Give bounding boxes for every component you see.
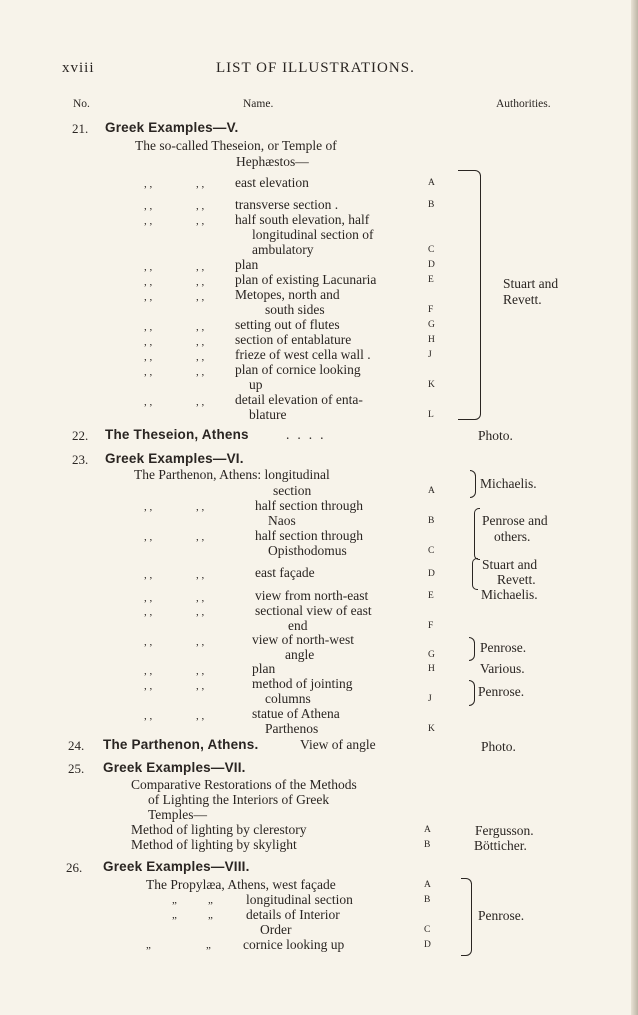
item-text: south sides [265,302,325,317]
item-text: angle [285,647,315,662]
ditto-mark: , , [144,680,153,692]
brace [469,680,475,706]
ditto-mark: „ [172,894,177,906]
ditto-mark: , , [144,178,153,190]
entry-number: 23. [72,452,89,467]
authority: Penrose and [482,513,548,528]
ditto-mark: , , [196,351,205,363]
entry-number: 25. [68,761,85,776]
ditto-mark: , , [144,569,153,581]
authority: Bötticher. [474,838,527,853]
authority: Penrose. [478,684,525,699]
ditto-mark: , , [144,710,153,722]
ditto-mark: , , [144,396,153,408]
item-text: detail elevation of enta- [235,392,363,407]
item-text: view from north-east [255,588,369,603]
authority: Penrose. [480,640,527,655]
entry-description: Hephæstos— [236,154,309,169]
item-letter: A [424,825,432,835]
ditto-mark: , , [196,366,205,378]
item-letter: B [424,895,431,905]
ditto-mark: , , [144,291,153,303]
item-letter: F [428,305,434,315]
item-text: Opisthodomus [268,543,347,558]
ditto-mark: , , [144,276,153,288]
brace [470,470,476,498]
entry-title: Greek Examples—VIII. [103,859,250,874]
authority: Photo. [478,428,513,443]
item-letter: L [428,410,435,420]
ditto-mark: , , [196,501,205,513]
ditto-mark: , , [144,665,153,677]
item-text: details of Interior [246,907,340,922]
item-text: plan of existing Lacunaria [235,272,377,287]
item-text: section of entablature [235,332,352,347]
entry-title-rest: View of angle [300,737,376,752]
item-text: Order [260,922,292,937]
entry-title: Greek Examples—VI. [105,451,244,466]
authority: Fergusson. [475,823,534,838]
item-letter: A [428,486,436,496]
item-text: half section through [255,498,363,513]
item-text: east façade [255,565,315,580]
ditto-mark: , , [196,665,205,677]
item-text: columns [265,691,311,706]
brace [458,170,481,420]
item-text: sectional view of east [255,603,372,618]
entry-description: of Lighting the Interiors of Greek [148,792,330,807]
ditto-mark: , , [144,351,153,363]
item-letter: C [428,546,435,556]
item-letter: J [428,350,433,360]
item-text: end [288,618,308,633]
item-text: plan [235,257,259,272]
item-letter: E [428,275,435,285]
entry-title: The Parthenon, Athens. [103,737,259,752]
ditto-mark: „ [208,894,213,906]
book-spine-edge [631,0,638,1015]
item-letter: D [428,260,436,270]
item-letter: J [428,694,433,704]
brace [474,508,480,560]
column-header-authorities: Authorities. [496,98,551,110]
ditto-mark: , , [196,531,205,543]
brace [469,637,475,661]
ditto-mark: , , [196,680,205,692]
ditto-mark: , , [144,215,153,227]
ditto-mark: , , [196,592,205,604]
item-text: The Propylæa, Athens, west façade [146,877,336,892]
item-text: setting out of flutes [235,317,340,332]
item-letter: D [424,940,432,950]
authority: others. [494,529,531,544]
ditto-mark: , , [144,636,153,648]
ditto-mark: „ [208,909,213,921]
entry-number: 21. [72,121,89,136]
page-number: xviii [62,60,95,76]
item-text: Method of lighting by skylight [131,837,297,852]
authority: Michaelis. [480,476,537,491]
item-letter: H [428,335,436,345]
ditto-mark: , , [196,215,205,227]
item-letter: A [428,178,436,188]
authority: Photo. [481,739,516,754]
ditto-mark: , , [196,291,205,303]
item-letter: B [428,200,435,210]
item-text: Parthenos [265,721,319,736]
authority: Revett. [503,292,542,307]
ditto-mark: , , [144,261,153,273]
item-text: plan of cornice looking [235,362,361,377]
item-text: view of north-west [252,632,354,647]
item-letter: C [424,925,431,935]
item-text: method of jointing [252,676,353,691]
item-text: up [249,377,263,392]
ditto-mark: „ [172,909,177,921]
item-letter: K [428,380,436,390]
entry-description: The Parthenon, Athens: longitudinal [134,467,330,482]
item-text: ambulatory [252,242,314,257]
item-text: blature [249,407,287,422]
item-text: half section through [255,528,363,543]
item-letter: E [428,591,435,601]
item-letter: G [428,320,436,330]
entry-description: Temples— [148,807,208,822]
entry-number: 26. [66,860,83,875]
ditto-mark: , , [196,178,205,190]
item-letter: C [428,245,435,255]
ditto-mark: , , [196,606,205,618]
authority: Stuart and [482,557,538,572]
item-text: cornice looking up [243,937,345,952]
ditto-mark: , , [144,606,153,618]
item-letter: B [428,516,435,526]
item-text: Metopes, north and [235,287,340,302]
item-text: Naos [268,513,296,528]
ditto-mark: , , [196,569,205,581]
ditto-mark: , , [144,200,153,212]
item-letter: G [428,650,436,660]
ditto-mark: , , [144,366,153,378]
ditto-mark: , , [196,336,205,348]
ditto-mark: , , [196,710,205,722]
page-title: LIST OF ILLUSTRATIONS. [216,60,415,76]
item-letter: D [428,569,436,579]
authority: Michaelis. [481,587,538,602]
item-text: longitudinal section [246,892,353,907]
item-text: Method of lighting by clerestory [131,822,307,837]
item-letter: H [428,664,436,674]
entry-number: 24. [68,738,85,753]
entry-title: The Theseion, Athens [105,427,249,442]
item-letter: A [424,880,432,890]
authority: Revett. [497,572,536,587]
entry-number: 22. [72,428,89,443]
authority: Penrose. [478,908,525,923]
item-text: frieze of west cella wall . [235,347,371,362]
ditto-mark: , , [196,636,205,648]
item-text: transverse section . [235,197,339,212]
item-letter: B [424,840,431,850]
item-letter: F [428,621,434,631]
item-letter: K [428,724,436,734]
item-text: east elevation [235,175,309,190]
brace [472,558,478,590]
item-text: half south elevation, half [235,212,370,227]
entry-description: Comparative Restorations of the Methods [131,777,357,792]
ditto-mark: , , [144,592,153,604]
ditto-mark: „ [206,939,211,951]
item-text: plan [252,661,276,676]
brace [461,878,472,956]
column-header-name: Name. [243,98,274,110]
item-text: longitudinal section of [252,227,374,242]
ditto-mark: , , [144,531,153,543]
entry-title: Greek Examples—V. [105,120,239,135]
dot-leader: .... [286,427,332,442]
ditto-mark: , , [196,276,205,288]
ditto-mark: , , [144,336,153,348]
column-header-no: No. [73,98,90,110]
entry-title: Greek Examples—VII. [103,760,246,775]
entry-description: The so-called Theseion, or Temple of [135,138,337,153]
item-text: statue of Athena [252,706,340,721]
ditto-mark: , , [144,321,153,333]
ditto-mark: , , [196,396,205,408]
ditto-mark: , , [144,501,153,513]
ditto-mark: , , [196,321,205,333]
ditto-mark: , , [196,261,205,273]
entry-description: section [273,483,312,498]
ditto-mark: „ [146,939,151,951]
authority: Various. [480,661,525,676]
authority: Stuart and [503,276,559,291]
ditto-mark: , , [196,200,205,212]
